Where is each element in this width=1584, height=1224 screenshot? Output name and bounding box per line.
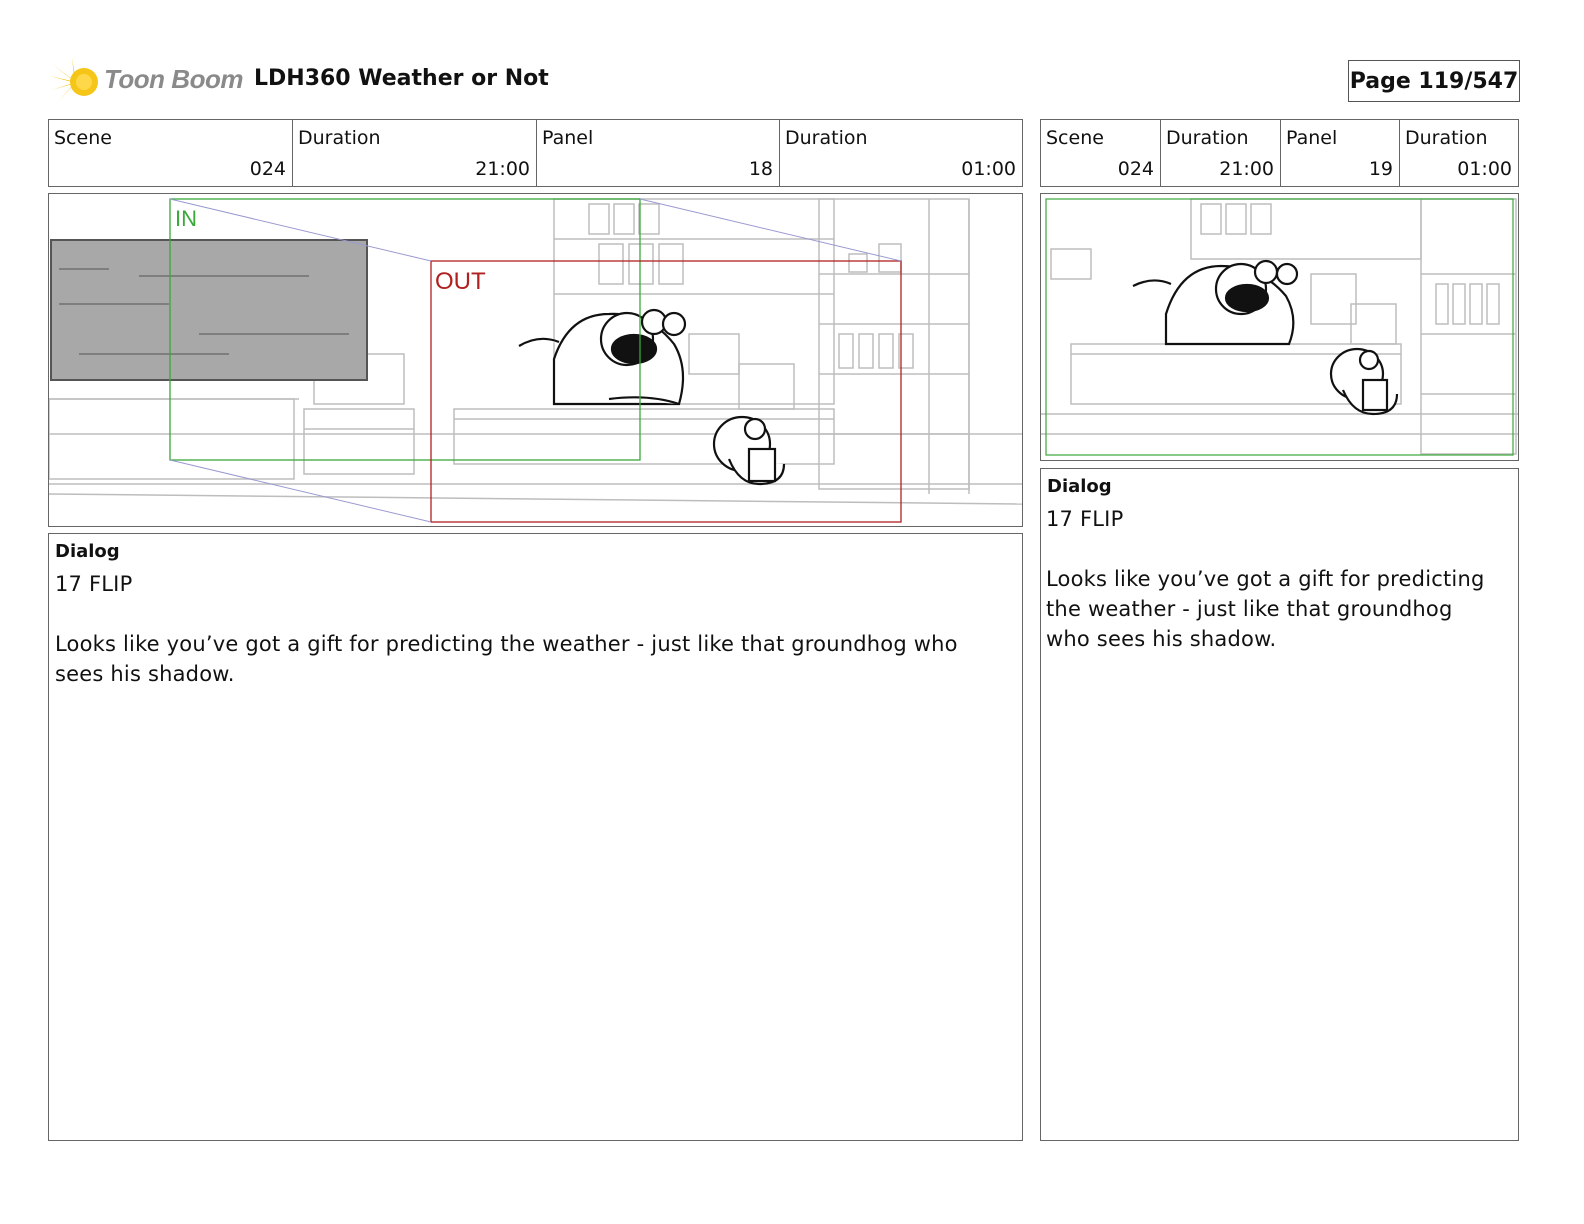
dialog-line: sees his shadow.: [55, 662, 235, 686]
panel-18-dialog: [48, 533, 1023, 1141]
panel-duration-label: Duration: [1405, 127, 1488, 149]
panel-duration-value: 01:00: [1457, 158, 1512, 180]
panel-value: 19: [1368, 158, 1393, 180]
panel-19-sketch: [1040, 193, 1519, 461]
duration-value: 21:00: [475, 158, 530, 180]
duration-value: 21:00: [1219, 158, 1274, 180]
dialog-line: 17 FLIP: [55, 572, 133, 596]
dialog-line: Looks like you’ve got a gift for predicting the weather - just like that groundhog who: [55, 632, 958, 656]
dialog-line: Looks like you’ve got a gift for predicting: [1046, 567, 1485, 591]
dialog-line: 17 FLIP: [1046, 507, 1124, 531]
panel-19-info-table: [1040, 119, 1519, 187]
scene-cell: [1041, 120, 1161, 186]
store-interior-sketch-icon: [49, 194, 1022, 526]
page-indicator: Page 119/547: [1348, 60, 1520, 102]
panel-duration-cell: [780, 120, 1022, 186]
panel-18-info-table: [48, 119, 1023, 187]
dialog-line: who sees his shadow.: [1046, 627, 1277, 651]
panel-19-dialog: [1040, 468, 1519, 1141]
scene-label: Scene: [54, 127, 112, 149]
scene-label: Scene: [1046, 127, 1104, 149]
panel-label: Panel: [542, 127, 594, 149]
in-frame-label: IN: [175, 206, 197, 231]
dialog-heading: Dialog: [1047, 476, 1112, 497]
scene-value: 024: [249, 158, 286, 180]
scene-value: 024: [1117, 158, 1154, 180]
panel-duration-cell: [1400, 120, 1518, 186]
panel-label: Panel: [1286, 127, 1338, 149]
dialog-line: the weather - just like that groundhog: [1046, 597, 1453, 621]
panel-cell: [1281, 120, 1400, 186]
panel-cell: [537, 120, 780, 186]
logo-text: Toon Boom: [104, 64, 243, 94]
panel-duration-value: 01:00: [961, 158, 1016, 180]
document-title: LDH360 Weather or Not: [254, 66, 549, 91]
out-frame-label: OUT: [435, 268, 486, 295]
duration-cell: [1161, 120, 1281, 186]
panel-duration-label: Duration: [785, 127, 868, 149]
store-counter-sketch-icon: [1041, 194, 1518, 460]
duration-label: Duration: [1166, 127, 1249, 149]
duration-label: Duration: [298, 127, 381, 149]
dialog-heading: Dialog: [55, 541, 120, 562]
duration-cell: [293, 120, 537, 186]
panel-18-sketch: [48, 193, 1023, 527]
panel-value: 18: [748, 158, 773, 180]
scene-cell: [49, 120, 293, 186]
